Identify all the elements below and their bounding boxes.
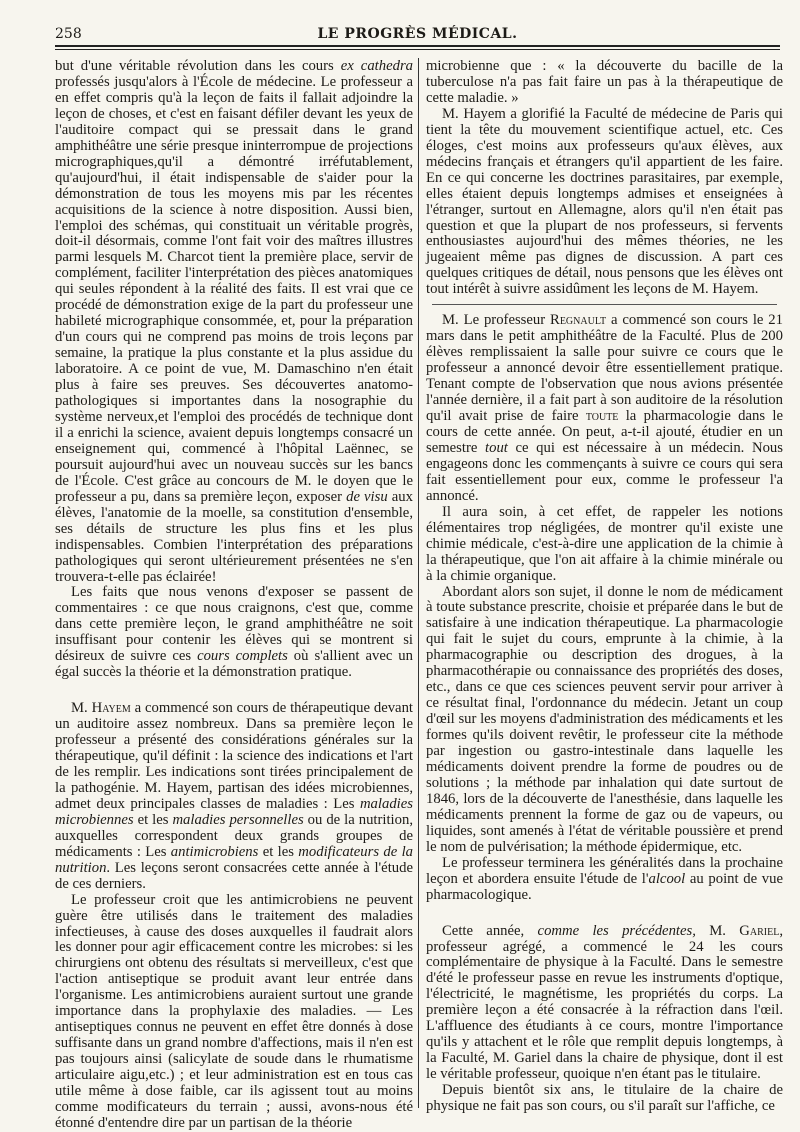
header-rule-thin [55, 49, 780, 50]
paragraph-generalites: Le professeur terminera les généralités dans la prochaine leçon et abordera ensuite l'étude de l'alcool au point de vue pharmacologique. [426, 854, 783, 903]
right-column [426, 59, 783, 1115]
left-column [55, 59, 413, 1132]
paragraph-commentary: Les faits que nous venons d'exposer se passent de commentaires : ce que nous craignons, c'est que, comme dans cette première leçon, le grand amphithéâtre ne soit insuffisant pour contenir les élèves qui se montrent si désireux de suivre ces cours complets où s'allient avec un égal succès la théorie et la démonstration pratique. [55, 584, 413, 681]
paragraph-gariel: Cette année, comme les précédentes, M. Gariel, professeur agrégé, a commencé le 24 les cours complémentaire de physique à la Faculté. Dans le semestre d'été le professeur passe en revue les instruments d'optique, l'électricité, le magnétisme, les propriétés du corps. La première leçon a été consacrée à la réfraction dans l'œil. L'affluence des étudiants à ce cours, montre l'importance qu'ils y attachent et le rôle que remplit depuis longtemps, à la Faculté, M. Gariel dans la chaire de physique, dont il est le véritable professeur, quoique n'en étant pas le titulaire. [426, 922, 783, 1083]
header-rule [55, 45, 780, 47]
paragraph-damaschino: but d'une véritable révolution dans les cours ex cathedra professés jusqu'alors à l'École de médecine. Le professeur a en effet compris qu'à la leçon de faits il fallait adjoindre la leçon de choses, et c'est en faisant défiler devant les yeux de l'auditoire compact qui se pressait dans le grand amphithéâtre une série presque ininterrompue de projections micrographiques,qu'il a démontré irréfutablement, qu'aujourd'hui, il était indispensable de s'aider pour la démonstration de tous les moyens mis par les récentes acquisitions de la science à notre disposition. Aussi bien, l'emploi des schémas, qui constituait un véritable progrès, doit-il désormais, comme l'ont fait voir des maîtres illustres parmi lesquels M. Charcot tient la première place, servir de complément, faciliter l'interprétation des pièces anatomiques qui seules répondent à la réalité des faits. Il est vrai que ce procédé de démonstration exige de la part du professeur une habileté micrographique consommée, et, pour la préparation d'un cours qui ne comprend pas moins de trois leçons par semaine, la pratique la plus constante et la plus assidue du laboratoire. A ce point de vue, M. Damaschino n'en était plus à faire ses preuves. Ses découvertes anatomo-pathologiques si importantes dans la nosographie du système nerveux,et l'emploi des procédés de technique dont il a enrichi la science, avaient depuis longtemps consacré un enseignement qui, commencé à l'hôpital Laënnec, se poursuit aujourd'hui avec un nouveau succès sur les bancs de l'École. C'est grâce au concours de M. le doyen que le professeur a pu, dans sa première leçon, exposer de visu aux élèves, l'anatomie de la moelle, sa constitution d'ensemble, ses détails de structure les plus fins et les plus indispensables. Combien l'interprétation des préparations pathologiques qui seront ultérieurement présentées ne s'en trouvera-t-elle pas éclairée! [55, 58, 414, 585]
paragraph-faculte: M. Hayem a glorifié la Faculté de médecine de Paris qui tient la tête du mouvement scientifique actuel, etc. Ces éloges, c'est moins aux professeurs qu'aux élèves, aux médecins français et étrangers qu'il appartient de les faire. En ce qui concerne les doctrines parasitaires, par exemple, elles étaient depuis longtemps admises et enseignées à l'étranger, surtout en Allemagne, alors qu'il n'en était pas question et que la plupart de nos professeurs, si fervents enthousiastes aujourd'hui des mêmes théories, ne les jugeaient même pas dignes de discussion. A part ces quelques critiques de détail, nous pensons que les élèves ont tout intérêt à suivre assidûment les leçons de M. Hayem. [426, 105, 783, 298]
paragraph-notions: Il aura soin, à cet effet, de rappeler les notions élémentaires trop négligées, de montrer qu'il existe une chimie médicale, c'est-à-dire une application de la chimie à la thérapeutique, que l'on ait affaire à la chimie minérale ou à la chimie organique. [426, 503, 783, 584]
paragraph-antimicrobiens: Le professeur croit que les antimicrobiens ne peuvent guère être utilisés dans le traitement des maladies infectieuses, à cause des doses auxquelles il faudrait alors les donner pour agir efficacement contre les microbes: si les chirurgiens ont obtenu des résultats si merveilleux, c'est que l'action antiseptique se produit avant leur entrée dans l'organisme. Les antimicrobiens auraient surtout une grande importance dans la prophylaxie des maladies. — Les antiseptiques connus ne peuvent en effet être donnés à dose suffisante dans un grand nombre d'affections, mais il n'en est pas toujours ainsi (salicylate de soude dans le rhumatisme articulaire aigu,etc.) ; et leur administration est en tous cas utile même à dose faible, car ils agissent tout au moins comme modificateurs du terrain ; aussi, avons-nous été étonné d'entendre dire par un partisan de la théorie [55, 891, 413, 1131]
journal-title: LE PROGRÈS MÉDICAL. [317, 26, 518, 42]
paragraph-medicament: Abordant alors son sujet, il donne le nom de médicament à toute substance prescrite, choisie et préparée dans le but de satisfaire à une indication thérapeutique. La pharmacologie qui fait le sujet du cours, emprunte à la chimie, à la pharmacographie ou description des drogues, à la pharmacothérapie ou connaissance des propriétés des doses, etc., dans ce que ces sciences peuvent servir pour arriver à ce résultat final, l'ordonnance du médecin. Jetant un coup d'œil sur les moyens d'administration des médicaments et les formes qu'ils doivent revêtir, le professeur cite la méthode par ingestion ou gastro-intestinale dans laquelle les médicaments doivent prendre la forme de poudres ou de solutions ; la méthode par inhalation qui date surtout de 1846, lors de la découverte de l'anesthésie, dans laquelle les médicaments prennent la forme de gaz ou de vapeurs, ou liquides, sont amenés à l'état de véritable poussière et prend le nom de pulvérisation; la méthode épidermique, etc. [426, 583, 783, 855]
section-gap [426, 904, 783, 924]
paragraph-titulaire: Depuis bientôt six ans, le titulaire de la chaire de physique ne fait pas son cours, ou s'il paraît sur l'affiche, ce [426, 1082, 783, 1115]
paragraph-quote: microbienne que : « la découverte du bacille de la tuberculose n'a pas fait faire un pas à la thérapeutique de cette maladie. » [426, 58, 783, 106]
column-divider [418, 58, 419, 1108]
paragraph-regnault: M. Le professeur Regnault a commencé son cours le 21 mars dans le petit amphithéâtre de la Faculté. Plus de 200 élèves remplissaient la salle pour suivre ce cours que le professeur a annoncé devoir être essentiellement pratique. Tenant compte de l'observation que nous avions présentée l'année dernière, il a fait part à son auditoire de la résolution qu'il avait prise de faire toute la pharmacologie dans le cours de cette année. On peut, a-t-il ajouté, étudier en un semestre tout ce qui est nécessaire à un médecin. Nous engageons donc les commençants à suivre ce cours qui sera fait essentiellement pour eux, comme le professeur l'a annoncé. [426, 312, 783, 504]
page-number: 258 [55, 26, 82, 42]
paragraph-hayem: M. Hayem a commencé son cours de thérapeutique devant un auditoire assez nombreux. Dans sa première leçon le professeur a présenté des considérations générales sur la thérapeutique, qu'il définit : la science des indications et l'art de les remplir. Les indications sont tirées principalement de la pathogénie. M. Hayem, partisan des idées microbiennes, admet deux principales classes de maladies : Les maladies microbiennes et les maladies personnelles ou de la nutrition, auxquelles correspondent deux grands groupes de médicaments : Les antimicrobiens et les modificateurs de la nutrition. Les leçons seront consacrées cette année à l'étude de ces derniers. [55, 700, 414, 892]
section-gap [55, 681, 413, 701]
section-rule [432, 304, 777, 305]
